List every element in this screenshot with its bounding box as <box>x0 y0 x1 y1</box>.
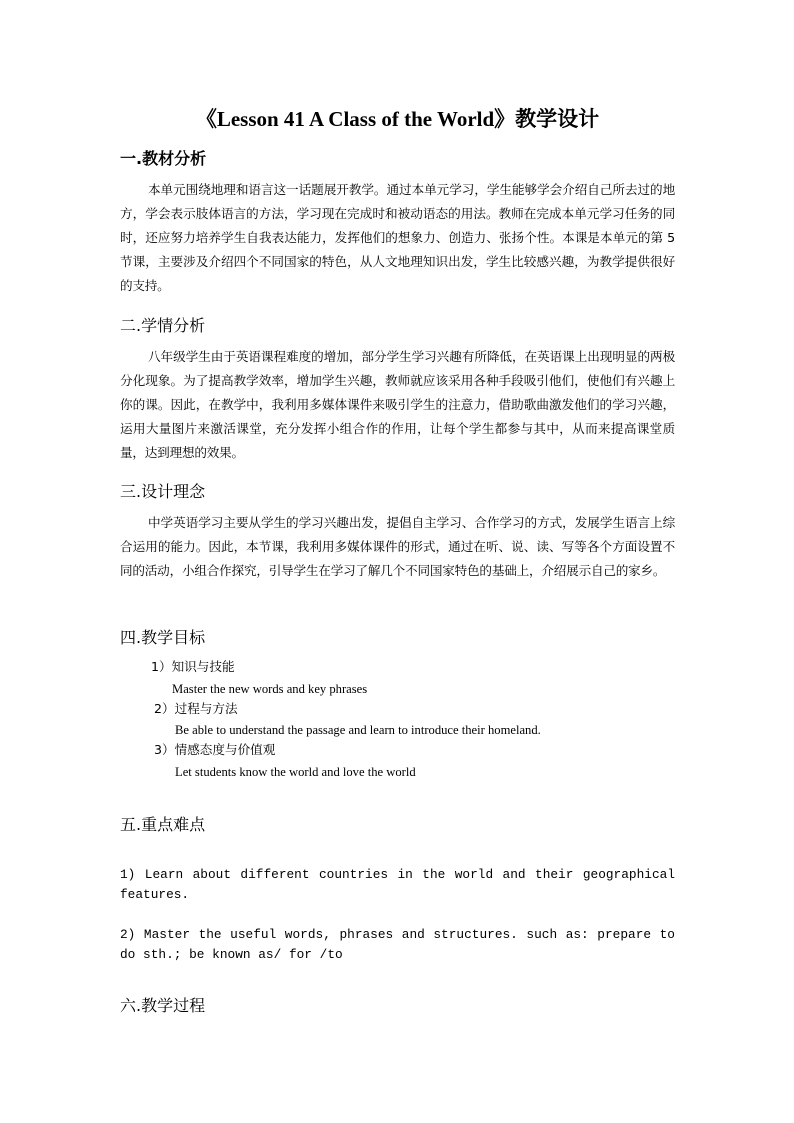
section-body-analysis: 本单元围绕地理和语言这一话题展开教学。通过本单元学习，学生能够学会介绍自己所去过的地方，学会表示肢体语言的方法，学习现在完成时和被动语态的用法。教师在完成本单元学习任务的同时，还应努力培养学生自我表达能力，发挥他们的想象力、创造力、张扬个性。本课是本单元的第 5 节课，主要涉及介绍四个不同国家的特色，从人文地理知识出发，学生比较感兴趣，为教学提供很好的支持。 <box>120 182 675 293</box>
section-heading-learner: 二.学情分析 <box>120 316 206 335</box>
document-title: 《Lesson 41 A Class of the World》教学设计 <box>195 107 600 131</box>
section-heading-objectives: 四.教学目标 <box>120 628 206 647</box>
objective-label: 1）知识与技能 <box>151 659 235 674</box>
objective-detail: Master the new words and key phrases <box>172 682 368 696</box>
objective-label: 2）过程与方法 <box>154 701 238 716</box>
key-point-item: 2) Master the useful words, phrases and structures. such as: prepare to do sth.; be known as/ for /to <box>120 927 675 962</box>
objective-detail: Be able to understand the passage and learn to introduce their homeland. <box>175 723 541 737</box>
section-body-concept: 中学英语学习主要从学生的学习兴趣出发，提倡自主学习、合作学习的方式，发展学生语言上综合运用的能力。因此，本节课，我利用多媒体课件的形式，通过在听、说、读、写等各个方面设置不同的活动，小组合作探究，引导学生在学习了解几个不同国家特色的基础上，介绍展示自己的家乡。 <box>120 515 675 578</box>
section-heading-process: 六.教学过程 <box>120 996 206 1015</box>
section-body-learner: 八年级学生由于英语课程难度的增加，部分学生学习兴趣有所降低，在英语课上出现明显的两极分化现象。为了提高教学效率，增加学生兴趣，教师就应该采用各种手段吸引他们，使他们有兴趣上你的课。因此，在教学中，我利用多媒体课件来吸引学生的注意力，借助歌曲激发他们的学习兴趣，运用大量图片来激活课堂，充分发挥小组合作的作用，让每个学生都参与其中，从而来提高课堂质量，达到理想的效果。 <box>120 349 675 460</box>
objective-label: 3）情感态度与价值观 <box>154 742 276 757</box>
section-heading-concept: 三.设计理念 <box>120 482 206 501</box>
section-heading-analysis: 一.教材分析 <box>120 149 207 168</box>
objective-detail: Let students know the world and love the world <box>175 765 416 779</box>
section-heading-key-points: 五.重点难点 <box>120 815 206 834</box>
key-point-item: 1) Learn about different countries in the world and their geographical features. <box>120 867 675 902</box>
